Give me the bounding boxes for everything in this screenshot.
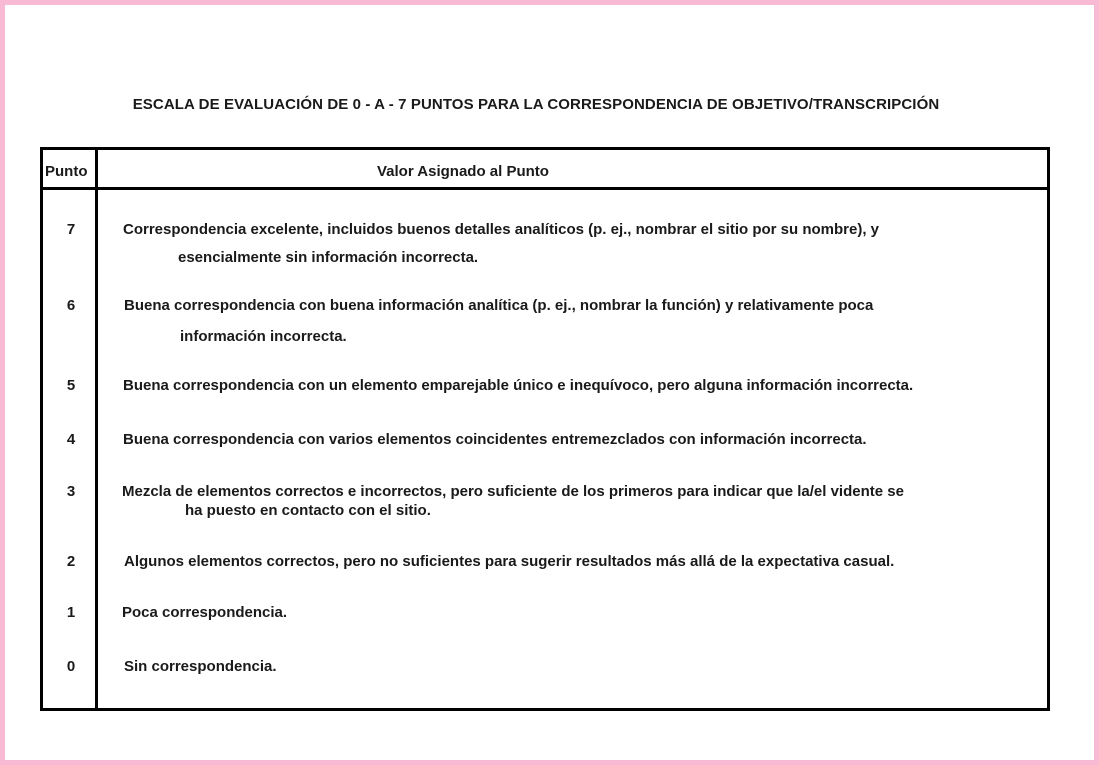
- column-divider: [95, 150, 98, 708]
- row-description-line: Mezcla de elementos correctos e incorrectos, pero suficiente de los primeros para indicar que la/el vidente se: [122, 483, 904, 500]
- row-description-line: Algunos elementos correctos, pero no suficientes para sugerir resultados más allá de la expectativa casual.: [124, 553, 895, 570]
- row-point: 3: [66, 483, 76, 500]
- header-divider: [43, 187, 1047, 190]
- row-description-line: Correspondencia excelente, incluidos buenos detalles analíticos (p. ej., nombrar el sitio por su nombre), y: [123, 221, 880, 238]
- row-point: 4: [66, 431, 76, 448]
- row-point: 1: [66, 604, 76, 621]
- row-description-line: Buena correspondencia con varios elementos coincidentes entremezclados con información incorrecta.: [123, 431, 867, 448]
- row-description-line: Poca correspondencia.: [122, 604, 288, 621]
- row-description-line: ha puesto en contacto con el sitio.: [185, 502, 431, 519]
- scoring-table: [40, 147, 1050, 711]
- row-description-line: Buena correspondencia con buena información analítica (p. ej., nombrar la función) y relativamente poca: [124, 297, 874, 314]
- document-title: ESCALA DE EVALUACIÓN DE 0 - A - 7 PUNTOS PARA LA CORRESPONDENCIA DE OBJETIVO/TRANSCRIPCIÓN: [132, 96, 940, 113]
- row-description-line: Buena correspondencia con un elemento emparejable único e inequívoco, pero alguna información incorrecta.: [123, 377, 914, 394]
- row-description-line: Sin correspondencia.: [124, 658, 277, 675]
- header-value: Valor Asignado al Punto: [377, 163, 549, 180]
- row-point: 7: [66, 221, 76, 238]
- row-description-line: esencialmente sin información incorrecta.: [178, 249, 479, 266]
- row-point: 5: [66, 377, 76, 394]
- header-point: Punto: [45, 163, 88, 180]
- row-point: 2: [66, 553, 76, 570]
- row-point: 6: [66, 297, 76, 314]
- row-point: 0: [66, 658, 76, 675]
- row-description-line: información incorrecta.: [180, 328, 347, 345]
